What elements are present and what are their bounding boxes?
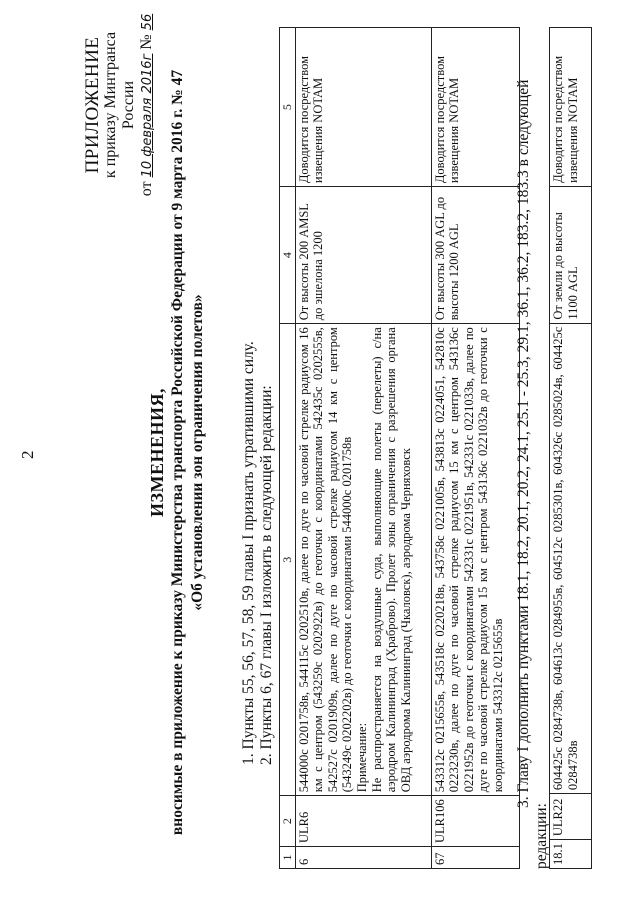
zone-coordinates: 543312с 0215655в, 543518с 0220218в, 543758с 0221005в, 543813с 0224051, 542810с 0223230в, далее по дуге по часовой стрелке радиусом 15 км с центром 543136с 0221952в до геоточки с координатами 542331с 0221951в, 542331с 0221033в, далее по дуге по часовой стрелке радиусом 15 км с центром 543136с 0221032в до геоточки с координатами 543312с 0215655в (431, 324, 519, 796)
header-cell: 2 (280, 796, 296, 847)
handwritten-date: 10 февраля 2016г (140, 53, 155, 178)
zone-coordinates: 604425с 0284738в, 604613с 0284955в, 604512с 0285301в, 604326с 0285024в, 604425с 0284738в (550, 323, 592, 793)
appendix-order-line: к приказу Минтранса России (102, 31, 137, 179)
row-number: 18.1 (550, 840, 592, 869)
paragraph-1: 1. Пункты 55, 56, 57, 58, 59 главы I признать утратившими силу. (240, 341, 257, 765)
date-prefix: от (138, 181, 155, 197)
note-text: Не распространяется на воздушные суда, выполняющие полеты (перелеты) с/на аэродром Калининград (Храброво). Пролет зоны ограничения с разрешения органа ОВД аэродрома Калининград (Чкаловск), аэродрома Черняховск (369, 327, 413, 793)
row-number: 6 (295, 847, 431, 869)
zone-coordinates (295, 324, 431, 796)
header-cell: 4 (280, 187, 296, 324)
table-row (550, 28, 592, 869)
header-cell: 1 (280, 847, 296, 869)
document-subtitle: вносимые в приложение к приказу Министерства транспорта Российской Федерации от 9 марта 2016 г. № 47 (169, 69, 186, 836)
coordinates-text: 544000с 0201758в, 544115с 0202510в, далее по дуге по часовой стрелке радиусом 16 км с центром (543259с 0202922в) до геоточки с координатами 542435с 0202555в, 542527с 0201909в, далее по дуге по часовой стрелке радиусом 14 км с центром (543249с 0202202в) до геоточки с координатами 544000с 0201758в (296, 327, 355, 793)
zone-code: ULR22 (550, 794, 592, 840)
zone-altitude: От земли до высоты 1100 AGL (550, 186, 592, 323)
appendix-title: ПРИЛОЖЕНИЕ (82, 36, 103, 174)
zone-procedure: Доводится посредством извещения NOTAM (431, 28, 519, 187)
row-number: 67 (431, 847, 519, 869)
paragraph-3: 3. Главу I дополнить пунктами 18.1, 18.2, 20.1, 20.2, 24.1, 25.1 - 25.3, 29.1, 36.1, 36.2, 183.2, 183.3 в следующей (515, 79, 532, 808)
zone-altitude: От высоты 200 AMSL до эшелона 1200 (295, 187, 431, 324)
header-cell: 5 (280, 28, 296, 187)
zones-table-2 (549, 27, 592, 869)
zone-code: ULR6 (295, 796, 431, 847)
note-label: Примечание: (354, 722, 369, 793)
paragraph-2: 2. Пункты 6, 67 главы I изложить в следующей редакции: (258, 385, 275, 765)
zone-procedure: Доводится посредством извещения NOTAM (550, 28, 592, 187)
document-title: ИЗМЕНЕНИЯ, (147, 388, 167, 518)
zone-altitude: От высоты 300 AGL до высоты 1200 AGL (431, 187, 519, 324)
number-prefix: № (138, 34, 155, 50)
page-number: 2 (18, 450, 37, 459)
handwritten-number: 56 (140, 13, 155, 31)
table-header-row (280, 28, 296, 869)
table-row (431, 28, 519, 869)
table-row (295, 28, 431, 869)
zone-code: ULR106 (431, 796, 519, 847)
header-cell: 3 (280, 324, 296, 796)
paragraph-3-continued: редакции: (533, 803, 550, 869)
zones-table-1 (279, 27, 520, 869)
zone-procedure: Доводится посредством извещения NOTAM (295, 28, 431, 187)
document-order-name: «Об установлении зон ограничения полетов» (189, 294, 206, 611)
